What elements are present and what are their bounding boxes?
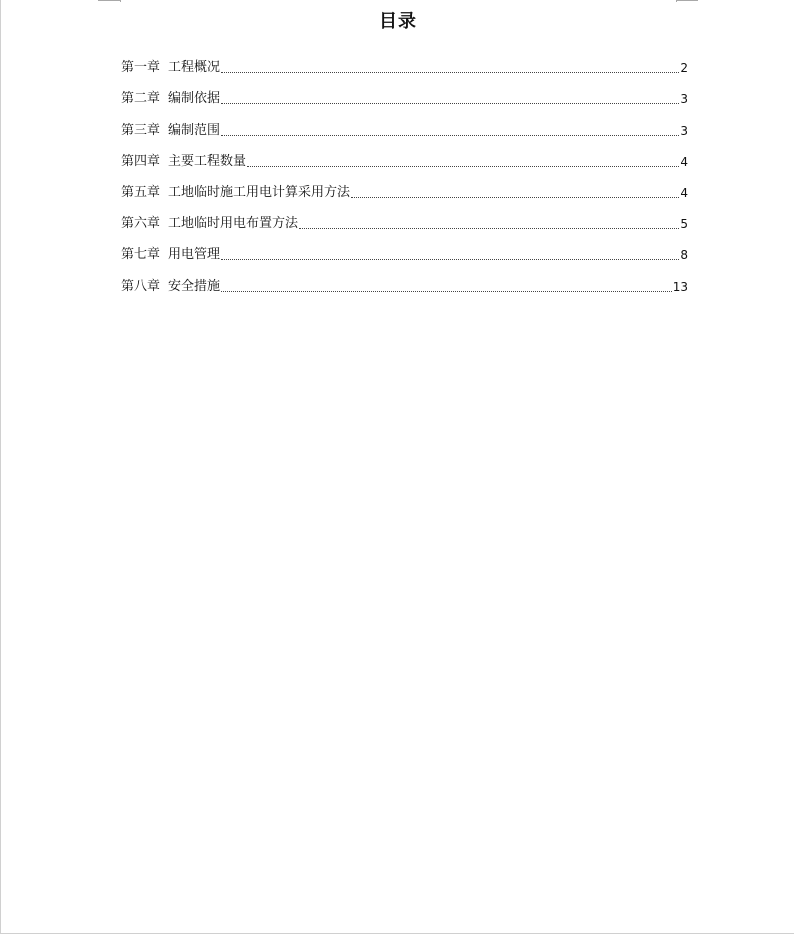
margin-marker-top-left [98,0,120,1]
toc-dot-leader [299,227,679,229]
toc-chapter-title: 编制范围 [168,122,221,138]
toc-page-number: 13 [672,279,688,294]
toc-chapter-title: 编制依据 [168,91,221,107]
toc-page-number: 4 [680,185,688,200]
toc-dot-leader [221,134,679,136]
toc-entry-2[interactable] [121,78,688,109]
toc-chapter-number: 第六章 [121,216,161,232]
toc-title: 目录 [379,11,417,32]
table-of-contents [121,47,688,297]
toc-entry-4[interactable] [121,141,688,172]
toc-chapter-title: 用电管理 [168,247,221,263]
toc-entry-8[interactable] [121,265,688,296]
toc-dot-leader [351,196,679,198]
toc-entry-6[interactable] [121,203,688,234]
toc-chapter-number: 第八章 [121,278,161,294]
toc-chapter-number: 第一章 [121,60,161,76]
toc-entry-7[interactable] [121,234,688,265]
toc-chapter-title: 安全措施 [168,278,221,294]
toc-chapter-number: 第三章 [121,122,161,138]
toc-dot-leader [247,165,679,167]
toc-entry-5[interactable] [121,172,688,203]
margin-marker-top-right-vertical [676,0,677,2]
toc-chapter-title: 主要工程数量 [168,153,247,169]
toc-chapter-title: 工地临时施工用电计算采用方法 [168,184,351,200]
toc-dot-leader [221,102,679,104]
toc-page-number: 3 [680,123,688,138]
toc-page-number: 3 [680,92,688,107]
toc-page-number: 5 [680,217,688,232]
toc-chapter-title: 工程概况 [168,60,221,76]
toc-chapter-number: 第七章 [121,247,161,263]
toc-page-number: 8 [680,248,688,263]
toc-entry-3[interactable] [121,109,688,140]
margin-marker-top-right [676,0,698,1]
toc-entry-1[interactable] [121,47,688,78]
toc-page-number: 2 [680,61,688,76]
toc-page-number: 4 [680,154,688,169]
toc-chapter-number: 第四章 [121,153,161,169]
toc-dot-leader [221,258,679,260]
toc-chapter-title: 工地临时用电布置方法 [168,216,299,232]
toc-chapter-number: 第五章 [121,184,161,200]
toc-chapter-number: 第二章 [121,91,161,107]
toc-dot-leader [221,71,679,73]
toc-dot-leader [221,290,672,292]
margin-marker-top-left-vertical [120,0,121,2]
